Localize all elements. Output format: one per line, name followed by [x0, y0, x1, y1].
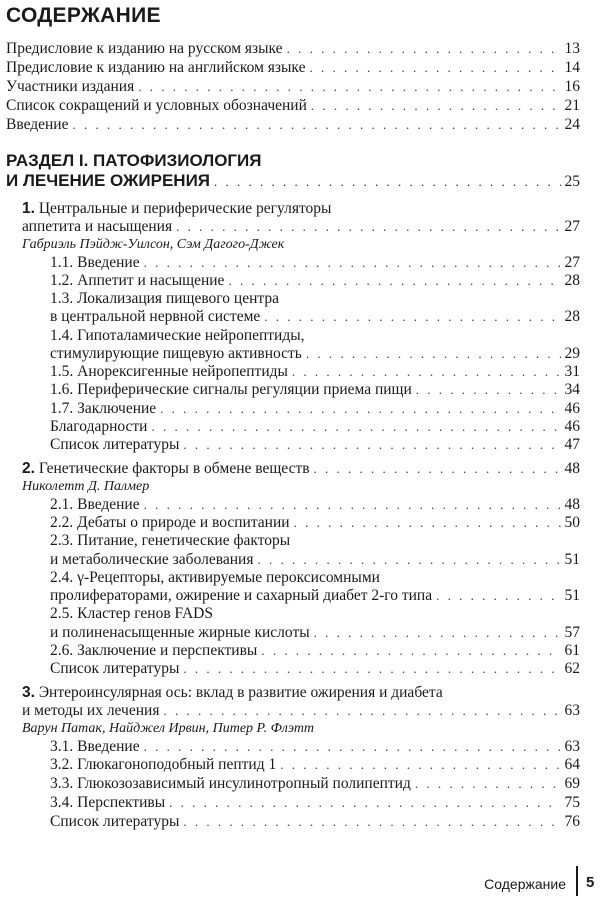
toc-subentry[interactable]: 1.1. Введение . . . 27 [50, 254, 580, 272]
section-entry[interactable] [6, 171, 580, 191]
chapter-authors: Габриэль Пэйдж-Уилсон, Сэм Дагого-Джек [22, 237, 285, 252]
chapter-entry[interactable] [22, 702, 580, 720]
toc-entry-title: Предисловие к изданию на русском языке [6, 40, 283, 57]
toc-subentry[interactable]: Список литературы . . . 76 [50, 813, 580, 831]
dot-leader [144, 496, 561, 514]
toc-subentry[interactable]: 1.5. Анорексигенные нейропептиды . . . 31 [50, 363, 580, 381]
dot-leader [257, 551, 560, 569]
section-title-line2: И ЛЕЧЕНИЕ ОЖИРЕНИЯ [6, 171, 211, 190]
toc-subentry-line1: 2.3. Питание, генетические факторы [50, 532, 291, 549]
toc-subentry[interactable]: стимулирующие пищевую активность . . . 29 [50, 345, 580, 363]
dot-leader [415, 775, 561, 793]
toc-subentry-line1: 2.4. γ-Рецепторы, активируемые пероксисомными [50, 569, 380, 586]
toc-entry[interactable] [6, 78, 580, 96]
dot-leader [416, 381, 561, 399]
chapter-title-line2: аппетита и насыщения [22, 218, 173, 235]
toc-entry-page: 24 [564, 116, 580, 133]
chapter-entry[interactable] [22, 218, 580, 236]
dot-leader [228, 272, 560, 290]
toc-subentry[interactable]: 1.6. Периферические сигналы регуляции приема пищи . . . 34 [50, 381, 580, 399]
toc-subentry[interactable]: 1.7. Заключение . . . 46 [50, 400, 580, 418]
dot-leader [214, 174, 560, 190]
toc-subentry[interactable]: Список литературы . . . 62 [50, 660, 580, 678]
toc-entry-title: Участники издания [6, 78, 135, 95]
toc-entry-page: 21 [564, 97, 580, 114]
dot-leader [294, 514, 561, 532]
toc-subentry[interactable]: 3.1. Введение . . . 63 [50, 738, 580, 756]
dot-leader [163, 702, 560, 720]
dot-leader [436, 587, 560, 605]
toc-subentry[interactable]: 1.2. Аппетит и насыщение . . . 28 [50, 272, 580, 290]
dot-leader [138, 78, 560, 96]
toc-subentry[interactable]: в центральной нервной системе . . . 28 [50, 308, 580, 326]
dot-leader [261, 642, 560, 660]
footer-divider [576, 866, 578, 896]
toc-subentry-line1: 1.3. Локализация пищевого центра [50, 290, 279, 307]
toc-subentry[interactable]: Список литературы . . . 47 [50, 436, 580, 454]
toc-subentry[interactable]: Благодарности . . . 46 [50, 418, 580, 436]
dot-leader [151, 418, 560, 436]
toc-entry[interactable] [6, 116, 580, 134]
toc-subentry-line1: 1.4. Гипоталамические нейропептиды, [50, 327, 305, 344]
chapter-authors: Николетт Д. Палмер [22, 479, 150, 494]
dot-leader [183, 660, 560, 678]
running-footer-label: Содержание [484, 876, 566, 892]
toc-subentry[interactable]: 2.2. Дебаты о природе и воспитании . . . 50 [50, 514, 580, 532]
dot-leader [306, 345, 561, 363]
dot-leader [314, 624, 561, 642]
page-number: 5 [586, 874, 595, 891]
toc-entry-title: Введение [6, 116, 69, 133]
toc-subentry-line1: 2.5. Кластер генов FADS [50, 605, 213, 622]
toc-entry-title: Предисловие к изданию на английском языке [6, 59, 306, 76]
dot-leader [314, 460, 561, 478]
dot-leader [183, 813, 560, 831]
dot-leader [183, 436, 560, 454]
section-page: 25 [564, 173, 580, 190]
chapter-title-line1: 3. Энтероинсулярная ось: вклад в развитие ожирения и диабета [22, 684, 443, 701]
toc-entry[interactable] [6, 97, 580, 115]
chapter-number: 3. [22, 684, 35, 701]
dot-leader [169, 794, 560, 812]
dot-leader [309, 59, 560, 77]
dot-leader [292, 363, 561, 381]
page-title: СОДЕРЖАНИЕ [6, 4, 161, 27]
dot-leader [144, 254, 561, 272]
dot-leader [160, 400, 560, 418]
chapter-title-line1: 1. Центральные и периферические регуляторы [22, 200, 332, 217]
chapter-number: 2. [22, 460, 35, 477]
dot-leader [311, 97, 561, 115]
toc-subentry[interactable]: 2.6. Заключение и перспективы . . . 61 [50, 642, 580, 660]
dot-leader [72, 116, 560, 134]
toc-entry[interactable] [6, 59, 580, 77]
dot-leader [287, 40, 561, 58]
chapter-page: 27 [564, 218, 580, 235]
chapter-authors: Варун Патак, Найджел Ирвин, Питер Р. Флэтт [22, 721, 315, 736]
toc-entry-page: 16 [564, 78, 580, 95]
chapter-page: 63 [564, 702, 580, 719]
dot-leader [144, 738, 561, 756]
toc-entry-page: 14 [564, 59, 580, 76]
toc-entry-page: 13 [564, 40, 580, 57]
toc-entry-title: Список сокращений и условных обозначений [6, 97, 307, 114]
toc-subentry[interactable]: и полиненасыщенные жирные кислоты . . . 57 [50, 624, 580, 642]
toc-subentry[interactable]: 2.1. Введение . . . 48 [50, 496, 580, 514]
toc-subentry[interactable]: и метаболические заболевания . . . 51 [50, 551, 580, 569]
dot-leader [176, 218, 560, 236]
dot-leader [280, 756, 560, 774]
toc-subentry[interactable]: 3.4. Перспективы . . . 75 [50, 794, 580, 812]
chapter-title-line2: и методы их лечения [22, 702, 160, 719]
toc-entry[interactable] [6, 40, 580, 58]
chapter-number: 1. [22, 200, 35, 217]
chapter-entry[interactable] [22, 460, 580, 478]
toc-subentry[interactable]: 3.3. Глюкозозависимый инсулинотропный полипептид . . . 69 [50, 775, 580, 793]
dot-leader [264, 308, 560, 326]
chapter-title: 2. Генетические факторы в обмене веществ [22, 460, 310, 477]
toc-subentry[interactable]: 3.2. Глюкагоноподобный пептид 1 . . . 64 [50, 756, 580, 774]
section-title-line1: РАЗДЕЛ I. ПАТОФИЗИОЛОГИЯ [6, 151, 262, 170]
chapter-page: 48 [564, 460, 580, 477]
toc-subentry[interactable]: пролифераторами, ожирение и сахарный диабет 2-го типа . . . 51 [50, 587, 580, 605]
